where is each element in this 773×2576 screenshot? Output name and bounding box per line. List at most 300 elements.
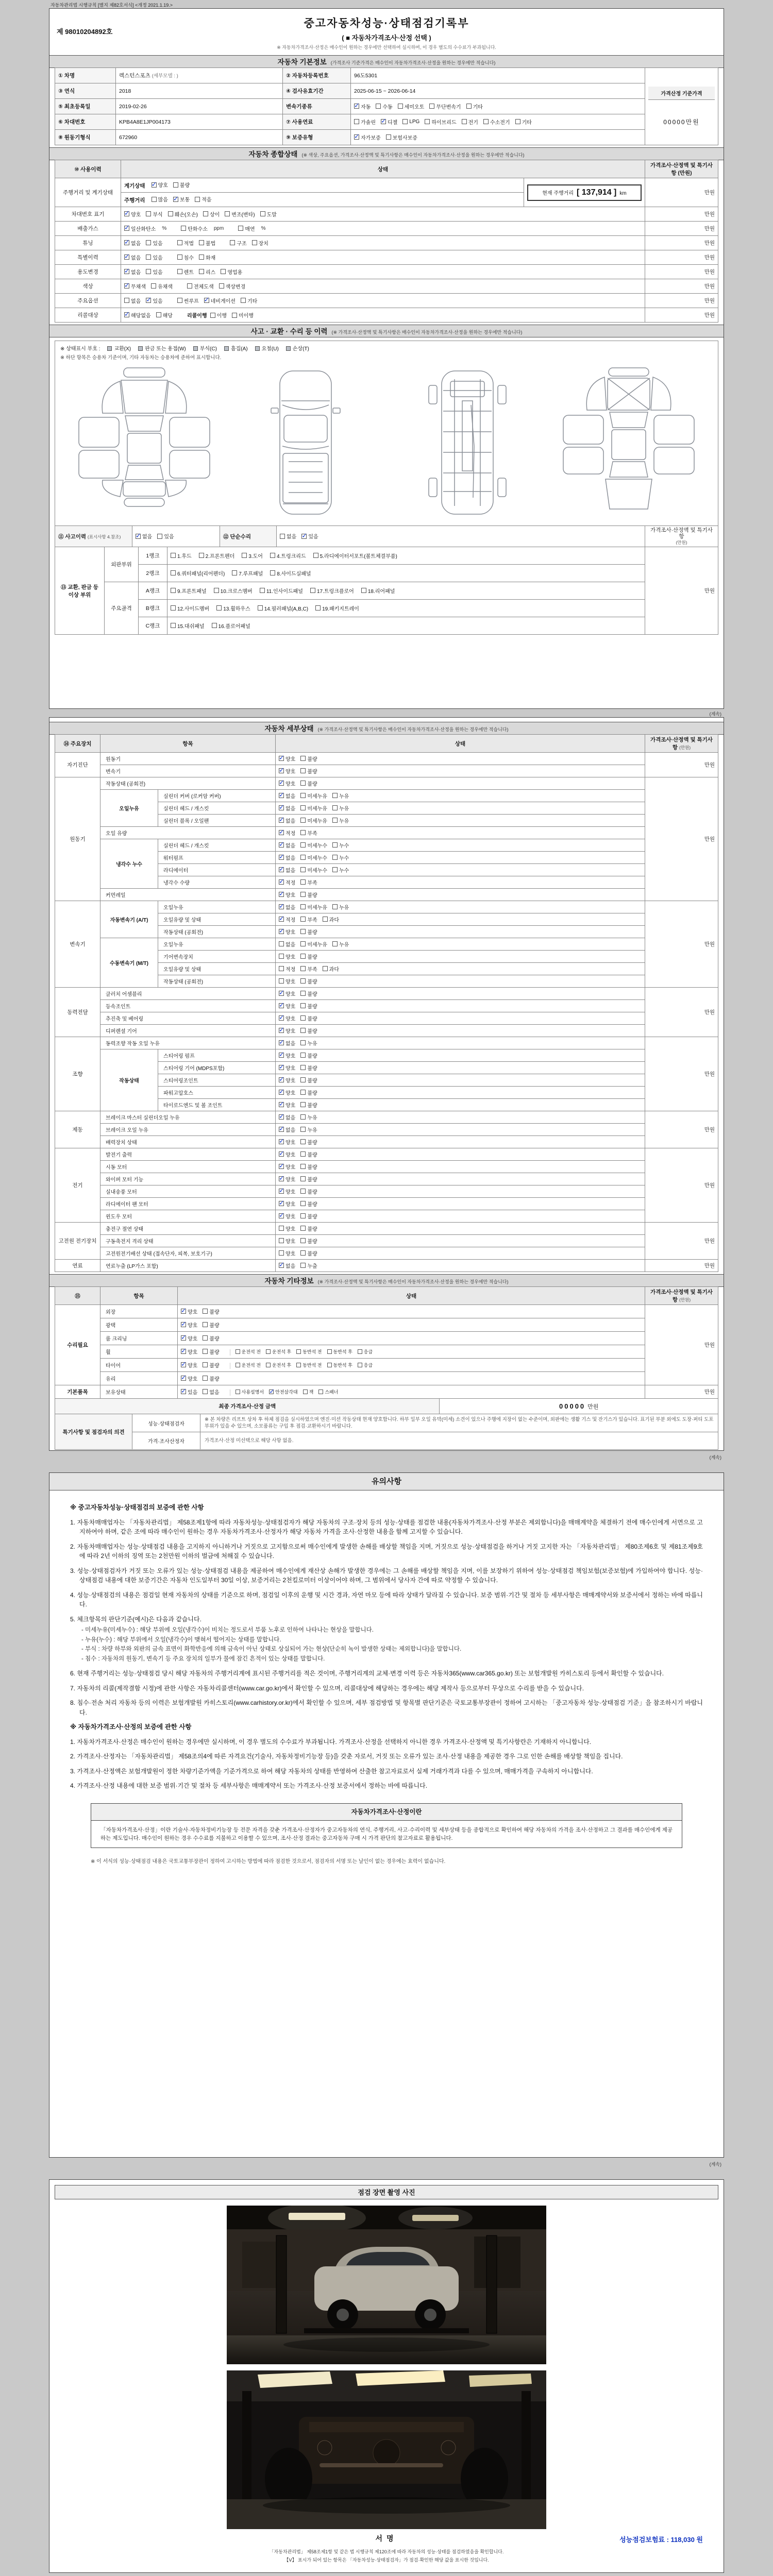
- checkbox-checked[interactable]: [181, 1322, 186, 1327]
- checkbox-option[interactable]: [354, 118, 376, 126]
- checkbox-option[interactable]: [279, 1150, 295, 1158]
- checkbox-option[interactable]: [425, 118, 456, 126]
- checkbox-option[interactable]: [466, 103, 483, 110]
- checkbox-checked[interactable]: [279, 879, 284, 885]
- checkbox[interactable]: [300, 830, 306, 835]
- checkbox[interactable]: [171, 623, 176, 628]
- checkbox-option[interactable]: [199, 239, 215, 247]
- checkbox-option[interactable]: [279, 878, 295, 886]
- checkbox[interactable]: [260, 211, 265, 216]
- checkbox-option[interactable]: [279, 1188, 295, 1195]
- checkbox[interactable]: [171, 605, 176, 611]
- checkbox[interactable]: [203, 1335, 208, 1341]
- checkbox-checked[interactable]: [181, 1389, 186, 1394]
- checkbox[interactable]: [300, 1102, 306, 1107]
- checkbox[interactable]: [124, 298, 129, 303]
- checkbox-option[interactable]: [300, 1039, 317, 1047]
- checkbox-option[interactable]: [230, 239, 246, 247]
- checkbox-option[interactable]: [300, 1076, 317, 1084]
- checkbox-option[interactable]: [398, 103, 425, 110]
- checkbox[interactable]: [146, 211, 151, 216]
- checkbox[interactable]: [376, 104, 381, 109]
- checkbox[interactable]: [300, 756, 306, 761]
- checkbox-option[interactable]: [323, 965, 339, 973]
- checkbox-option[interactable]: [195, 195, 211, 203]
- checkbox[interactable]: [515, 119, 520, 124]
- checkbox-option[interactable]: [300, 1237, 317, 1245]
- checkbox[interactable]: [212, 623, 217, 628]
- checkbox[interactable]: [241, 298, 246, 303]
- checkbox[interactable]: [402, 119, 408, 124]
- checkbox-option[interactable]: [300, 1200, 317, 1208]
- checkbox-option[interactable]: [210, 311, 227, 319]
- checkbox-option[interactable]: [300, 829, 317, 837]
- checkbox[interactable]: [300, 1090, 306, 1095]
- checkbox-option[interactable]: [300, 903, 327, 911]
- checkbox[interactable]: [300, 805, 306, 810]
- checkbox[interactable]: [156, 312, 161, 317]
- checkbox-checked[interactable]: [279, 1139, 284, 1144]
- checkbox-option[interactable]: [171, 569, 225, 577]
- checkbox-option[interactable]: [266, 1348, 291, 1355]
- checkbox-option[interactable]: [300, 1150, 317, 1158]
- checkbox-checked[interactable]: [269, 1389, 274, 1394]
- checkbox[interactable]: [279, 941, 284, 946]
- checkbox[interactable]: [225, 211, 230, 216]
- checkbox-option[interactable]: [354, 133, 381, 141]
- checkbox-checked[interactable]: [279, 1040, 284, 1045]
- checkbox-option[interactable]: [279, 1212, 295, 1220]
- checkbox-option[interactable]: [151, 282, 173, 290]
- checkbox-checked[interactable]: [279, 1164, 284, 1169]
- checkbox-option[interactable]: [252, 239, 268, 247]
- checkbox-option[interactable]: [313, 552, 397, 560]
- checkbox-option[interactable]: [300, 755, 317, 762]
- checkbox[interactable]: [280, 534, 285, 539]
- checkbox[interactable]: [300, 842, 306, 848]
- checkbox-option[interactable]: [303, 1388, 314, 1395]
- checkbox[interactable]: [187, 283, 192, 289]
- checkbox-checked[interactable]: [301, 534, 307, 539]
- checkbox-option[interactable]: [157, 532, 174, 540]
- checkbox[interactable]: [300, 966, 306, 971]
- checkbox[interactable]: [203, 1322, 208, 1327]
- checkbox[interactable]: [203, 1362, 208, 1367]
- checkbox-option[interactable]: [279, 977, 295, 985]
- checkbox-checked[interactable]: [279, 1151, 284, 1157]
- checkbox-option[interactable]: [296, 1362, 322, 1368]
- checkbox[interactable]: [238, 226, 243, 231]
- checkbox[interactable]: [300, 1127, 306, 1132]
- checkbox-option[interactable]: [279, 903, 295, 911]
- checkbox-option[interactable]: [279, 841, 295, 849]
- checkbox[interactable]: [171, 588, 176, 593]
- checkbox-checked[interactable]: [354, 104, 359, 109]
- checkbox-option[interactable]: [214, 587, 253, 595]
- checkbox-option[interactable]: [124, 210, 141, 218]
- checkbox[interactable]: [177, 255, 182, 260]
- checkbox[interactable]: [230, 240, 235, 245]
- checkbox[interactable]: [300, 1139, 306, 1144]
- checkbox[interactable]: [300, 1015, 306, 1021]
- checkbox-option[interactable]: [177, 268, 194, 276]
- checkbox-option[interactable]: [203, 1375, 219, 1382]
- checkbox[interactable]: [199, 553, 204, 558]
- checkbox[interactable]: [252, 240, 257, 245]
- checkbox-option[interactable]: [124, 239, 141, 247]
- checkbox-option[interactable]: [279, 1262, 295, 1269]
- checkbox[interactable]: [332, 842, 338, 848]
- checkbox-checked[interactable]: [136, 534, 141, 539]
- checkbox[interactable]: [171, 553, 176, 558]
- checkbox-checked[interactable]: [279, 991, 284, 996]
- checkbox[interactable]: [216, 605, 222, 611]
- checkbox-option[interactable]: [279, 1113, 295, 1121]
- checkbox-option[interactable]: [300, 990, 317, 997]
- checkbox-option[interactable]: [203, 1334, 219, 1342]
- checkbox-checked[interactable]: [279, 756, 284, 761]
- checkbox-option[interactable]: [203, 1308, 219, 1315]
- checkbox-option[interactable]: [238, 225, 255, 232]
- checkbox-option[interactable]: [300, 841, 327, 849]
- checkbox-option[interactable]: [323, 916, 339, 923]
- checkbox-option[interactable]: [199, 268, 215, 276]
- checkbox[interactable]: [300, 1189, 306, 1194]
- checkbox-checked[interactable]: [279, 1263, 284, 1268]
- checkbox-checked[interactable]: [279, 892, 284, 897]
- checkbox[interactable]: [462, 119, 467, 124]
- checkbox[interactable]: [236, 1349, 240, 1354]
- checkbox[interactable]: [300, 1238, 306, 1243]
- checkbox[interactable]: [332, 793, 338, 798]
- checkbox[interactable]: [266, 1363, 271, 1367]
- checkbox-option[interactable]: [242, 552, 263, 560]
- checkbox-checked[interactable]: [279, 842, 284, 848]
- checkbox-checked[interactable]: [279, 1114, 284, 1120]
- checkbox[interactable]: [332, 818, 338, 823]
- checkbox[interactable]: [358, 1349, 362, 1354]
- checkbox[interactable]: [323, 917, 328, 922]
- checkbox-option[interactable]: [124, 282, 146, 290]
- checkbox[interactable]: [296, 1363, 301, 1367]
- checkbox-checked[interactable]: [124, 312, 129, 317]
- checkbox[interactable]: [195, 197, 200, 202]
- checkbox-checked[interactable]: [279, 917, 284, 922]
- checkbox-option[interactable]: [300, 767, 317, 775]
- checkbox-checked[interactable]: [181, 1335, 186, 1341]
- checkbox-checked[interactable]: [279, 1189, 284, 1194]
- checkbox-option[interactable]: [300, 1138, 317, 1146]
- checkbox-option[interactable]: [279, 1027, 295, 1035]
- checkbox-option[interactable]: [279, 817, 295, 824]
- checkbox-option[interactable]: [279, 965, 295, 973]
- checkbox-option[interactable]: [181, 1334, 197, 1342]
- checkbox[interactable]: [361, 588, 366, 593]
- checkbox[interactable]: [270, 570, 275, 575]
- checkbox-option[interactable]: [300, 854, 327, 861]
- checkbox-option[interactable]: [156, 311, 173, 319]
- checkbox-option[interactable]: [270, 552, 306, 560]
- checkbox-option[interactable]: [279, 891, 295, 899]
- checkbox[interactable]: [466, 104, 472, 109]
- checkbox-option[interactable]: [199, 253, 215, 261]
- checkbox-option[interactable]: [318, 1388, 338, 1395]
- checkbox[interactable]: [203, 211, 208, 216]
- checkbox-option[interactable]: [152, 195, 168, 203]
- checkbox[interactable]: [279, 978, 284, 984]
- checkbox-option[interactable]: [300, 1126, 317, 1133]
- checkbox-option[interactable]: [203, 1361, 219, 1369]
- checkbox[interactable]: [152, 197, 157, 202]
- checkbox-checked[interactable]: [279, 768, 284, 773]
- checkbox[interactable]: [279, 966, 284, 971]
- checkbox[interactable]: [354, 119, 359, 124]
- checkbox-option[interactable]: [300, 1002, 317, 1010]
- checkbox-option[interactable]: [279, 804, 295, 812]
- checkbox-checked[interactable]: [279, 1077, 284, 1082]
- checkbox[interactable]: [203, 1349, 208, 1354]
- checkbox-option[interactable]: [300, 891, 317, 899]
- checkbox-option[interactable]: [332, 804, 349, 812]
- checkbox-option[interactable]: [124, 253, 141, 261]
- checkbox-option[interactable]: [279, 755, 295, 762]
- checkbox[interactable]: [210, 313, 215, 318]
- checkbox-option[interactable]: [279, 767, 295, 775]
- checkbox-option[interactable]: [203, 1348, 219, 1355]
- checkbox[interactable]: [323, 966, 328, 971]
- checkbox[interactable]: [483, 119, 489, 124]
- checkbox-option[interactable]: [232, 569, 263, 577]
- checkbox-option[interactable]: [381, 118, 397, 126]
- checkbox-checked[interactable]: [279, 1015, 284, 1021]
- checkbox-option[interactable]: [300, 977, 317, 985]
- checkbox-checked[interactable]: [181, 1362, 186, 1367]
- checkbox-checked[interactable]: [146, 298, 151, 303]
- checkbox-option[interactable]: [199, 552, 235, 560]
- checkbox-checked[interactable]: [279, 1090, 284, 1095]
- checkbox[interactable]: [332, 805, 338, 810]
- checkbox[interactable]: [303, 1389, 308, 1394]
- checkbox[interactable]: [146, 240, 151, 245]
- checkbox[interactable]: [203, 1376, 208, 1381]
- checkbox[interactable]: [300, 1176, 306, 1181]
- checkbox[interactable]: [173, 182, 178, 188]
- checkbox-option[interactable]: [216, 604, 250, 612]
- checkbox-option[interactable]: [279, 953, 295, 960]
- checkbox[interactable]: [171, 570, 176, 575]
- checkbox[interactable]: [236, 1363, 240, 1367]
- checkbox-option[interactable]: [332, 940, 349, 948]
- checkbox-option[interactable]: [171, 622, 205, 630]
- checkbox-checked[interactable]: [173, 197, 178, 202]
- checkbox-checked[interactable]: [124, 269, 129, 274]
- checkbox-option[interactable]: [376, 103, 392, 110]
- checkbox-option[interactable]: [279, 829, 295, 837]
- checkbox-checked[interactable]: [279, 1176, 284, 1181]
- checkbox[interactable]: [300, 1065, 306, 1070]
- checkbox-checked[interactable]: [279, 1102, 284, 1107]
- checkbox[interactable]: [203, 1389, 208, 1394]
- checkbox[interactable]: [266, 1349, 271, 1354]
- checkbox[interactable]: [232, 570, 237, 575]
- checkbox-option[interactable]: [146, 297, 162, 304]
- checkbox-option[interactable]: [124, 297, 141, 304]
- checkbox[interactable]: [146, 269, 151, 274]
- checkbox-option[interactable]: [332, 817, 349, 824]
- checkbox[interactable]: [332, 855, 338, 860]
- checkbox-option[interactable]: [270, 569, 311, 577]
- checkbox[interactable]: [315, 605, 321, 611]
- checkbox-checked[interactable]: [279, 781, 284, 786]
- checkbox-checked[interactable]: [279, 1201, 284, 1206]
- checkbox[interactable]: [300, 879, 306, 885]
- checkbox[interactable]: [279, 1226, 284, 1231]
- checkbox-option[interactable]: [181, 225, 208, 232]
- checkbox-option[interactable]: [332, 903, 349, 911]
- checkbox[interactable]: [300, 1213, 306, 1218]
- checkbox-checked[interactable]: [124, 226, 129, 231]
- checkbox[interactable]: [300, 1028, 306, 1033]
- checkbox-checked[interactable]: [124, 283, 129, 289]
- checkbox-option[interactable]: [280, 532, 296, 540]
- checkbox-option[interactable]: [300, 1175, 317, 1183]
- checkbox-option[interactable]: [515, 118, 532, 126]
- checkbox-option[interactable]: [124, 225, 156, 232]
- checkbox[interactable]: [358, 1363, 362, 1367]
- checkbox-option[interactable]: [386, 133, 417, 141]
- checkbox-option[interactable]: [300, 916, 317, 923]
- checkbox-option[interactable]: [279, 1163, 295, 1171]
- checkbox-option[interactable]: [146, 268, 162, 276]
- checkbox-option[interactable]: [181, 1321, 197, 1329]
- checkbox-checked[interactable]: [204, 298, 209, 303]
- checkbox-option[interactable]: [332, 854, 349, 861]
- checkbox-option[interactable]: [300, 866, 327, 874]
- checkbox-option[interactable]: [171, 552, 192, 560]
- checkbox[interactable]: [279, 1250, 284, 1256]
- checkbox-checked[interactable]: [124, 240, 129, 245]
- checkbox-option[interactable]: [146, 210, 162, 218]
- checkbox-option[interactable]: [177, 239, 194, 247]
- checkbox-checked[interactable]: [279, 867, 284, 872]
- checkbox[interactable]: [203, 1309, 208, 1314]
- checkbox[interactable]: [300, 904, 306, 909]
- checkbox[interactable]: [300, 1040, 306, 1045]
- checkbox-option[interactable]: [124, 311, 151, 319]
- checkbox-option[interactable]: [279, 990, 295, 997]
- checkbox[interactable]: [332, 904, 338, 909]
- checkbox-option[interactable]: [146, 239, 162, 247]
- checkbox-option[interactable]: [300, 1014, 317, 1022]
- checkbox-checked[interactable]: [181, 1309, 186, 1314]
- checkbox-option[interactable]: [266, 1362, 291, 1368]
- checkbox-option[interactable]: [300, 1101, 317, 1109]
- checkbox-option[interactable]: [177, 253, 194, 261]
- checkbox-option[interactable]: [232, 311, 254, 319]
- checkbox-option[interactable]: [168, 210, 198, 218]
- checkbox-checked[interactable]: [279, 929, 284, 934]
- checkbox[interactable]: [279, 1238, 284, 1243]
- checkbox-checked[interactable]: [181, 1349, 186, 1354]
- checkbox-option[interactable]: [300, 1262, 317, 1269]
- checkbox-option[interactable]: [279, 1064, 295, 1072]
- checkbox-option[interactable]: [462, 118, 478, 126]
- checkbox-option[interactable]: [236, 1362, 261, 1368]
- checkbox-option[interactable]: [221, 268, 242, 276]
- checkbox-option[interactable]: [279, 1237, 295, 1245]
- checkbox[interactable]: [157, 534, 162, 539]
- checkbox-option[interactable]: [279, 866, 295, 874]
- checkbox-checked[interactable]: [279, 805, 284, 810]
- checkbox-checked[interactable]: [279, 1003, 284, 1008]
- checkbox-option[interactable]: [483, 118, 510, 126]
- checkbox-checked[interactable]: [124, 255, 129, 260]
- checkbox[interactable]: [146, 255, 151, 260]
- checkbox-option[interactable]: [152, 181, 168, 189]
- checkbox[interactable]: [279, 954, 284, 959]
- checkbox-option[interactable]: [203, 210, 220, 218]
- checkbox[interactable]: [177, 298, 182, 303]
- checkbox-option[interactable]: [236, 1348, 261, 1355]
- checkbox-option[interactable]: [260, 210, 277, 218]
- checkbox-checked[interactable]: [152, 182, 157, 188]
- checkbox[interactable]: [300, 1114, 306, 1120]
- checkbox-option[interactable]: [279, 779, 295, 787]
- checkbox-option[interactable]: [279, 940, 295, 948]
- checkbox[interactable]: [300, 941, 306, 946]
- checkbox[interactable]: [327, 1363, 332, 1367]
- checkbox-option[interactable]: [358, 1362, 373, 1368]
- checkbox-option[interactable]: [279, 1249, 295, 1257]
- checkbox[interactable]: [300, 768, 306, 773]
- checkbox-option[interactable]: [315, 604, 359, 612]
- checkbox[interactable]: [300, 855, 306, 860]
- checkbox-option[interactable]: [332, 841, 349, 849]
- checkbox-option[interactable]: [181, 1308, 197, 1315]
- checkbox[interactable]: [300, 793, 306, 798]
- checkbox[interactable]: [199, 269, 204, 274]
- checkbox[interactable]: [300, 818, 306, 823]
- checkbox[interactable]: [300, 929, 306, 934]
- checkbox-option[interactable]: [300, 940, 327, 948]
- checkbox-checked[interactable]: [381, 119, 386, 124]
- checkbox-checked[interactable]: [279, 1065, 284, 1070]
- checkbox-option[interactable]: [300, 792, 327, 800]
- checkbox[interactable]: [260, 588, 265, 593]
- checkbox-option[interactable]: [300, 1089, 317, 1096]
- checkbox-checked[interactable]: [181, 1376, 186, 1381]
- checkbox[interactable]: [214, 588, 219, 593]
- checkbox[interactable]: [300, 991, 306, 996]
- checkbox[interactable]: [300, 867, 306, 872]
- checkbox-option[interactable]: [300, 779, 317, 787]
- checkbox-option[interactable]: [300, 965, 317, 973]
- checkbox-checked[interactable]: [279, 793, 284, 798]
- checkbox-option[interactable]: [219, 282, 246, 290]
- checkbox-option[interactable]: [279, 1101, 295, 1109]
- checkbox-option[interactable]: [279, 1175, 295, 1183]
- checkbox-option[interactable]: [181, 1388, 197, 1396]
- checkbox[interactable]: [300, 1003, 306, 1008]
- checkbox[interactable]: [300, 1164, 306, 1169]
- checkbox-checked[interactable]: [354, 134, 359, 140]
- checkbox-option[interactable]: [300, 1027, 317, 1035]
- checkbox[interactable]: [300, 1077, 306, 1082]
- checkbox[interactable]: [300, 1053, 306, 1058]
- checkbox-option[interactable]: [279, 1039, 295, 1047]
- checkbox-option[interactable]: [181, 1348, 197, 1355]
- checkbox[interactable]: [181, 226, 186, 231]
